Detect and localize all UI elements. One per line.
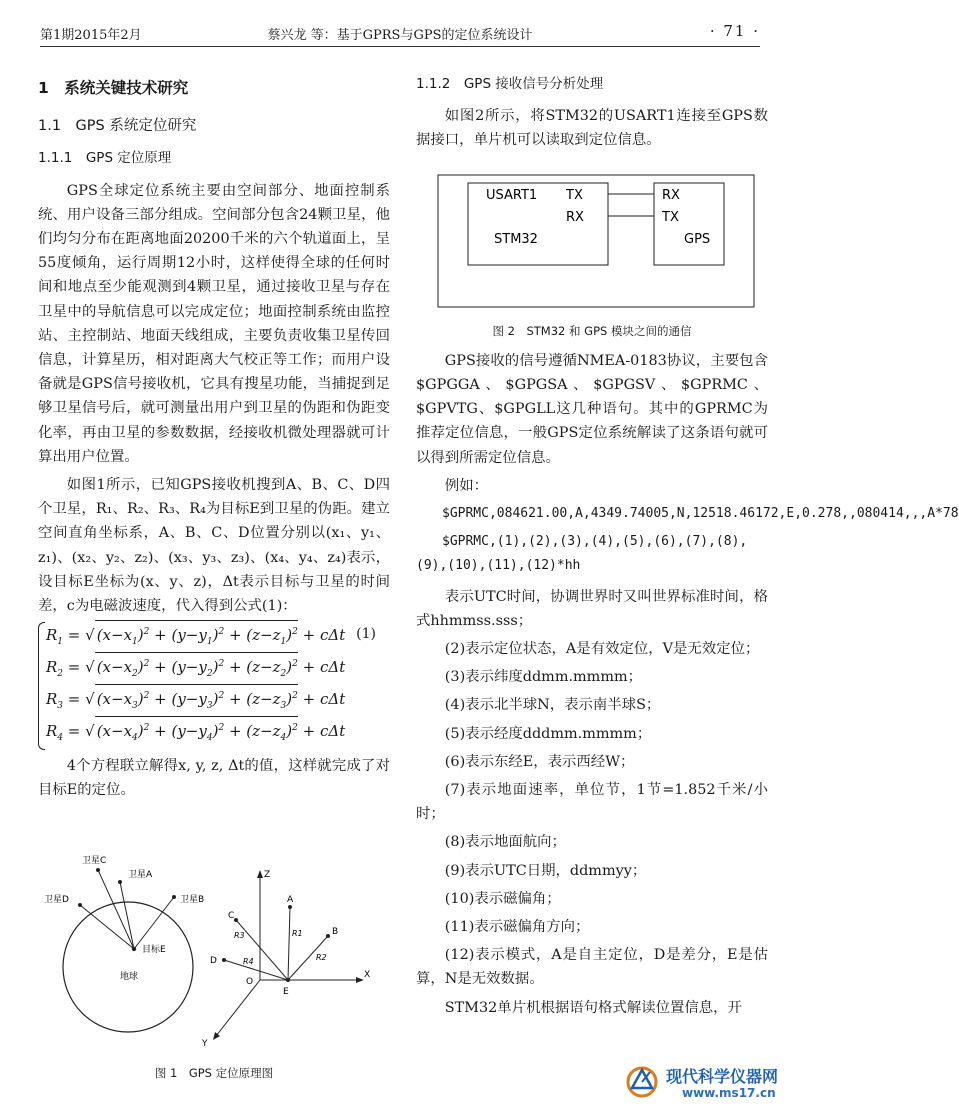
gps-label: GPS bbox=[684, 231, 711, 247]
field-item: (7)表示地面速率，单位节，1节=1.852千米/小时； bbox=[416, 782, 768, 823]
sat-a-label: 卫星A bbox=[128, 870, 153, 880]
equation-brace bbox=[38, 622, 45, 750]
tx-label: TX bbox=[566, 187, 583, 203]
field-item: (9)表示UTC日期，ddmmyy； bbox=[444, 862, 647, 879]
field-item: (2)表示定位状态，A是有效定位，V是无效定位； bbox=[444, 641, 760, 658]
equation-row-3: $R_3$ = √ $(x-x_3)^2 + (y-y_3)^2 + (z-z_3)^2 + c\Delta t$ bbox=[46, 684, 345, 714]
equation-row-4: $R_4$ = √ $(x-x_4)^2 + (y-y_4)^2 + (z-z_4)^2 + c\Delta t$ bbox=[46, 716, 345, 746]
issue-label: 第1期2015年2月 bbox=[40, 28, 142, 43]
right-column bbox=[416, 68, 959, 1020]
field-item: (5)表示经度dddmm.mmmm； bbox=[444, 725, 652, 742]
equation-number: (1) bbox=[356, 626, 376, 643]
field-item: 表示UTC时间，协调世界时又叫世界标准时间，格式hhmmss.sss； bbox=[416, 588, 768, 629]
left-column bbox=[38, 68, 390, 803]
stm32-label: STM32 bbox=[494, 231, 538, 247]
paragraph-figure1-intro: 如图1所示，已知GPS接收机搜到A、B、C、D四个卫星，R₁、R₂、R₃、R₄为目标E到卫星的伪距。建立空间直角坐标系，A、B、C、D位置分别以(x₁、y₁、z₁)、(x₂、y₂、z₂)、(x₃、y₃、z₃)、(x₄、y₄、z₄)表示，设目标E坐标为(x、y、z)，Δt表示目标与卫星的时间差，c为电磁波速度，代入得到公式(1)： bbox=[38, 477, 390, 615]
figure-1-diagram bbox=[38, 852, 390, 1052]
z-axis-label: Z bbox=[264, 870, 271, 880]
field-item: (10)表示磁偏角； bbox=[444, 890, 561, 907]
header-rule bbox=[40, 46, 760, 47]
field-item: (8)表示地面航向； bbox=[444, 834, 566, 851]
figure-1-caption: 图 1 GPS 定位原理图 bbox=[154, 1066, 274, 1080]
equation-row-1: $R_1$ = √ $(x-x_1)^2 + (y-y_1)^2 + (z-z_1)^2 + c\Delta t$ bbox=[46, 620, 345, 650]
equation-1 bbox=[38, 620, 390, 752]
point-d-label: D bbox=[210, 956, 217, 966]
earth-label: 地球 bbox=[120, 972, 139, 982]
x-axis-label: X bbox=[364, 970, 371, 980]
paragraph-solution: 4个方程联立解得x, y, z, Δt的值，这样就完成了对目标E的定位。 bbox=[38, 758, 390, 799]
figure-2-diagram bbox=[416, 171, 768, 311]
watermark-site-name: 现代科学仪器网 bbox=[666, 1067, 779, 1086]
site-watermark bbox=[622, 1058, 792, 1108]
running-header bbox=[40, 20, 760, 46]
example-label: 例如： bbox=[444, 477, 488, 494]
format-sentence: $GPRMC,(1),(2),(3),(4),(5),(6),(7),(8),(9),(10),(11),(12)*hh bbox=[416, 534, 748, 574]
field-item: (3)表示纬度ddmm.mmmm； bbox=[444, 669, 643, 686]
target-label: 目标E bbox=[142, 945, 166, 955]
point-e-label: E bbox=[283, 987, 289, 997]
equation-row-2: $R_2$ = √ $(x-x_2)^2 + (y-y_2)^2 + (z-z_2)^2 + c\Delta t$ bbox=[46, 652, 345, 682]
subsubsection-heading: 1.1.1 GPS 定位原理 bbox=[38, 150, 172, 167]
r3-label: R3 bbox=[234, 931, 245, 940]
field-item: (11)表示磁偏角方向； bbox=[444, 919, 590, 936]
paragraph-gps-overview: GPS全球定位系统主要由空间部分、地面控制系统、用户设备三部分组成。空间部分包含24颗卫星，他们均匀分布在距离地面20200千米的六个轨道面上，呈55度倾角，运行周期12小时，这样使得全球的任何时间和地点至少能观测到4颗卫星，通过接收卫星与存在卫星中的导航信息可以完成定位；地面控制系统由监控站、主控制站、地面天线组成，主要负责收集卫星传回信息，计算星历，相对距离大气校正等工作；而用户设备就是GPS信号接收机，它具有搜星功能，当捕捉到足够卫星信号后，就可测量出用户到卫星的伪距和伪距变化率，再由卫星的参数数据，经接收机微处理器就可计算出用户位置。 bbox=[38, 182, 390, 465]
subsection-heading: 1.1 GPS 系统定位研究 bbox=[38, 118, 197, 135]
gps-tx-label: TX bbox=[662, 209, 679, 225]
usart-label: USART1 bbox=[486, 187, 538, 203]
field-item: (6)表示东经E，表示西经W； bbox=[444, 753, 635, 770]
sat-c-label: 卫星C bbox=[82, 856, 107, 866]
paragraph-usart: 如图2所示，将STM32的USART1连接至GPS数据接口，单片机可以读取到定位信息。 bbox=[416, 108, 768, 149]
page-number: · 71 · bbox=[709, 22, 760, 40]
gps-rx-label: RX bbox=[662, 187, 680, 203]
subsubsection-heading-2: 1.1.2 GPS 接收信号分析处理 bbox=[416, 76, 604, 92]
running-title: 蔡兴龙 等：基于GPRS与GPS的定位系统设计 bbox=[267, 28, 533, 43]
r2-label: R2 bbox=[316, 953, 327, 962]
point-a-label: A bbox=[287, 895, 294, 905]
r4-label: R4 bbox=[243, 957, 254, 966]
rx-label: RX bbox=[566, 209, 584, 225]
field-item: (4)表示北半球N，表示南半球S； bbox=[444, 697, 661, 714]
watermark-logo-icon bbox=[622, 1060, 662, 1100]
paragraph-stm32-decode: STM32单片机根据语句格式解读位置信息，开 bbox=[444, 999, 742, 1016]
section-heading: 1 系统关键技术研究 bbox=[38, 79, 189, 97]
figure-2-caption: 图 2 STM32 和 GPS 模块之间的通信 bbox=[492, 323, 692, 338]
field-item: (12)表示模式，A是自主定位，D是差分，E是估算，N是无效数据。 bbox=[416, 947, 768, 988]
watermark-site-url: www.ms17.cn bbox=[682, 1086, 776, 1100]
paragraph-nmea: GPS接收的信号遵循NMEA-0183协议，主要包含$GPGGA、$GPGSA、$GPGSV、$GPRMC、$GPVTG、$GPGLL这几种语句。其中的GPRMC为推荐定位信息，一般GPS定位系统解读了这条语句就可以得到所需定位信息。 bbox=[416, 352, 768, 466]
y-axis-label: Y bbox=[202, 1039, 208, 1049]
sat-b-label: 卫星B bbox=[180, 895, 205, 905]
example-sentence: $GPRMC,084621.00,A,4349.74005,N,12518.46172,E,0.278,,080414,,,A*78 bbox=[442, 506, 959, 522]
point-c-label: C bbox=[228, 911, 235, 921]
sat-d-label: 卫星D bbox=[44, 895, 69, 905]
r1-label: R1 bbox=[292, 929, 303, 938]
origin-label: O bbox=[246, 977, 254, 987]
point-b-label: B bbox=[332, 927, 339, 937]
